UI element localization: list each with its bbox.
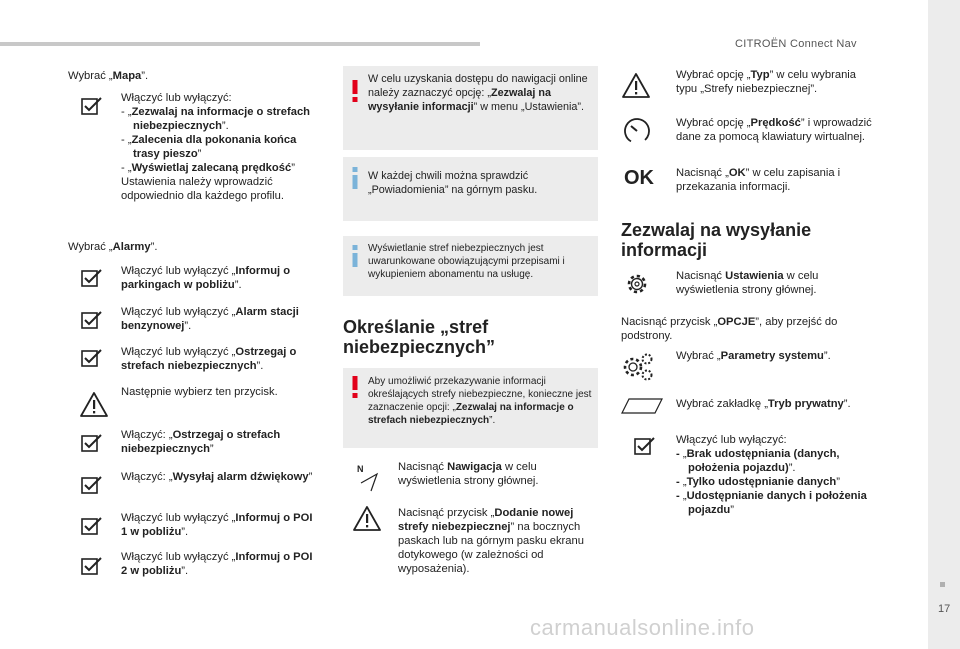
tab-icon [621, 397, 663, 415]
enable-sound-alarm: Włączyć: „Wysyłaj alarm dźwiękowy” [121, 471, 313, 483]
settings-gear-icon [623, 270, 651, 298]
section-heading-share-info: Zezwalaj na wysyłanie informacji [621, 220, 812, 260]
checkbox-icon [81, 96, 103, 116]
page-number: 17 [938, 603, 951, 615]
checkbox-icon [81, 433, 103, 453]
exclamation-icon [352, 80, 358, 102]
checkbox-icon [81, 556, 103, 576]
checkbox-icon [81, 268, 103, 288]
checkbox-icon [81, 310, 103, 330]
section-heading-danger-zones: Określanie „stref niebezpiecznych” [343, 317, 496, 357]
toggle-parking: Włączyć lub wyłączyć „Informuj o parkingach w pobliżu”. [121, 265, 291, 291]
warning-icon [79, 391, 109, 418]
note-notifications: W każdej chwili można sprawdzić „Powiadomienia” na górnym pasku. [368, 170, 538, 196]
checkbox-icon [634, 436, 656, 456]
toggle-poi1: Włączyć lub wyłączyć „Informuj o POI 1 w pobliżu”. [121, 512, 313, 538]
page-header: CITROËN Connect Nav [735, 38, 857, 50]
side-band [928, 0, 960, 649]
system-params-text: Wybrać „Parametry systemu”. [676, 350, 831, 362]
navigation-icon [357, 463, 379, 493]
exclamation-icon [352, 376, 358, 398]
info-icon [352, 167, 358, 189]
svg-text:N: N [357, 464, 364, 474]
alarms-intro: Wybrać „Alarmy”. [68, 241, 158, 253]
page-dot [940, 582, 945, 587]
privacy-options-list: Włączyć lub wyłączyć: - „Brak udostępniania (danych, położenia pojazdu)”. - „Tylko udostępnianie danych” - „Udostępnianie danych i położenia pojazdu” [676, 434, 867, 516]
add-danger-zone-text: Nacisnąć przycisk „Dodanie nowej strefy niebezpiecznej” na bocznych paskach lub na górnym pasku ekranu dotykowego (w zależności od wyposażenia). [398, 507, 584, 575]
toggle-fuel: Włączyć lub wyłączyć „Alarm stacji benzynowej”. [121, 306, 299, 332]
note-danger-zone-option: Aby umożliwić przekazywanie informacji określających strefy niebezpieczne, konieczne jest zaznaczenie opcji: „Zezwalaj na informacje o strefach niebezpiecznych”. [368, 376, 592, 426]
warning-icon [621, 72, 651, 99]
type-option-text: Wybrać opcję „Typ” w celu wybrania typu „Strefy niebezpiecznej”. [676, 69, 857, 95]
speed-option-text: Wybrać opcję „Prędkość” i wprowadzić dane za pomocą klawiatury wirtualnej. [676, 117, 872, 143]
toggle-list-1: Włączyć lub wyłączyć: - „Zezwalaj na informacje o strefach niebezpiecznych”. - „Zalecenia dla pokonania końca trasy pieszo” - „Wyświetlaj zalecaną prędkość” Ustawienia należy wprowadzić odpowiednio dla każdego profilu. [121, 92, 311, 202]
toggle-danger-warn: Włączyć lub wyłączyć „Ostrzegaj o strefach niebezpiecznych”. [121, 346, 297, 372]
map-intro: Wybrać „Mapa”. [68, 70, 149, 82]
watermark: carmanualsonline.info [530, 615, 755, 640]
info-icon [352, 245, 358, 267]
note-subscription: Wyświetlanie stref niebezpiecznych jest uwarunkowane obowiązującymi przepisami i wykupieniem abonamentu na usługę. [368, 243, 565, 280]
top-rule [0, 42, 480, 46]
checkbox-icon [81, 475, 103, 495]
system-settings-icon [621, 352, 655, 382]
speedometer-icon [623, 117, 651, 145]
settings-text: Nacisnąć Ustawienia w celu wyświetlenia strony głównej. [676, 270, 819, 296]
checkbox-icon [81, 516, 103, 536]
ok-text: Nacisnąć „OK” w celu zapisania i przekazania informacji. [676, 167, 841, 193]
warning-text: Następnie wybierz ten przycisk. [121, 386, 278, 398]
private-mode-text: Wybrać zakładkę „Tryb prywatny”. [676, 398, 851, 410]
ok-icon: OK [624, 167, 654, 189]
options-text: Nacisnąć przycisk „OPCJE”, aby przejść do podstrony. [621, 316, 838, 342]
note-online-nav: W celu uzyskania dostępu do nawigacji online należy zaznaczyć opcję: „Zezwalaj na wysyłanie informacji” w menu „Ustawienia”. [368, 73, 588, 113]
checkbox-icon [81, 348, 103, 368]
toggle-poi2: Włączyć lub wyłączyć „Informuj o POI 2 w pobliżu”. [121, 551, 313, 577]
navigation-text: Nacisnąć Nawigacja w celu wyświetlenia strony głównej. [398, 461, 539, 487]
warning-icon [352, 505, 382, 532]
enable-danger-warn: Włączyć: „Ostrzegaj o strefach niebezpiecznych” [121, 429, 281, 455]
